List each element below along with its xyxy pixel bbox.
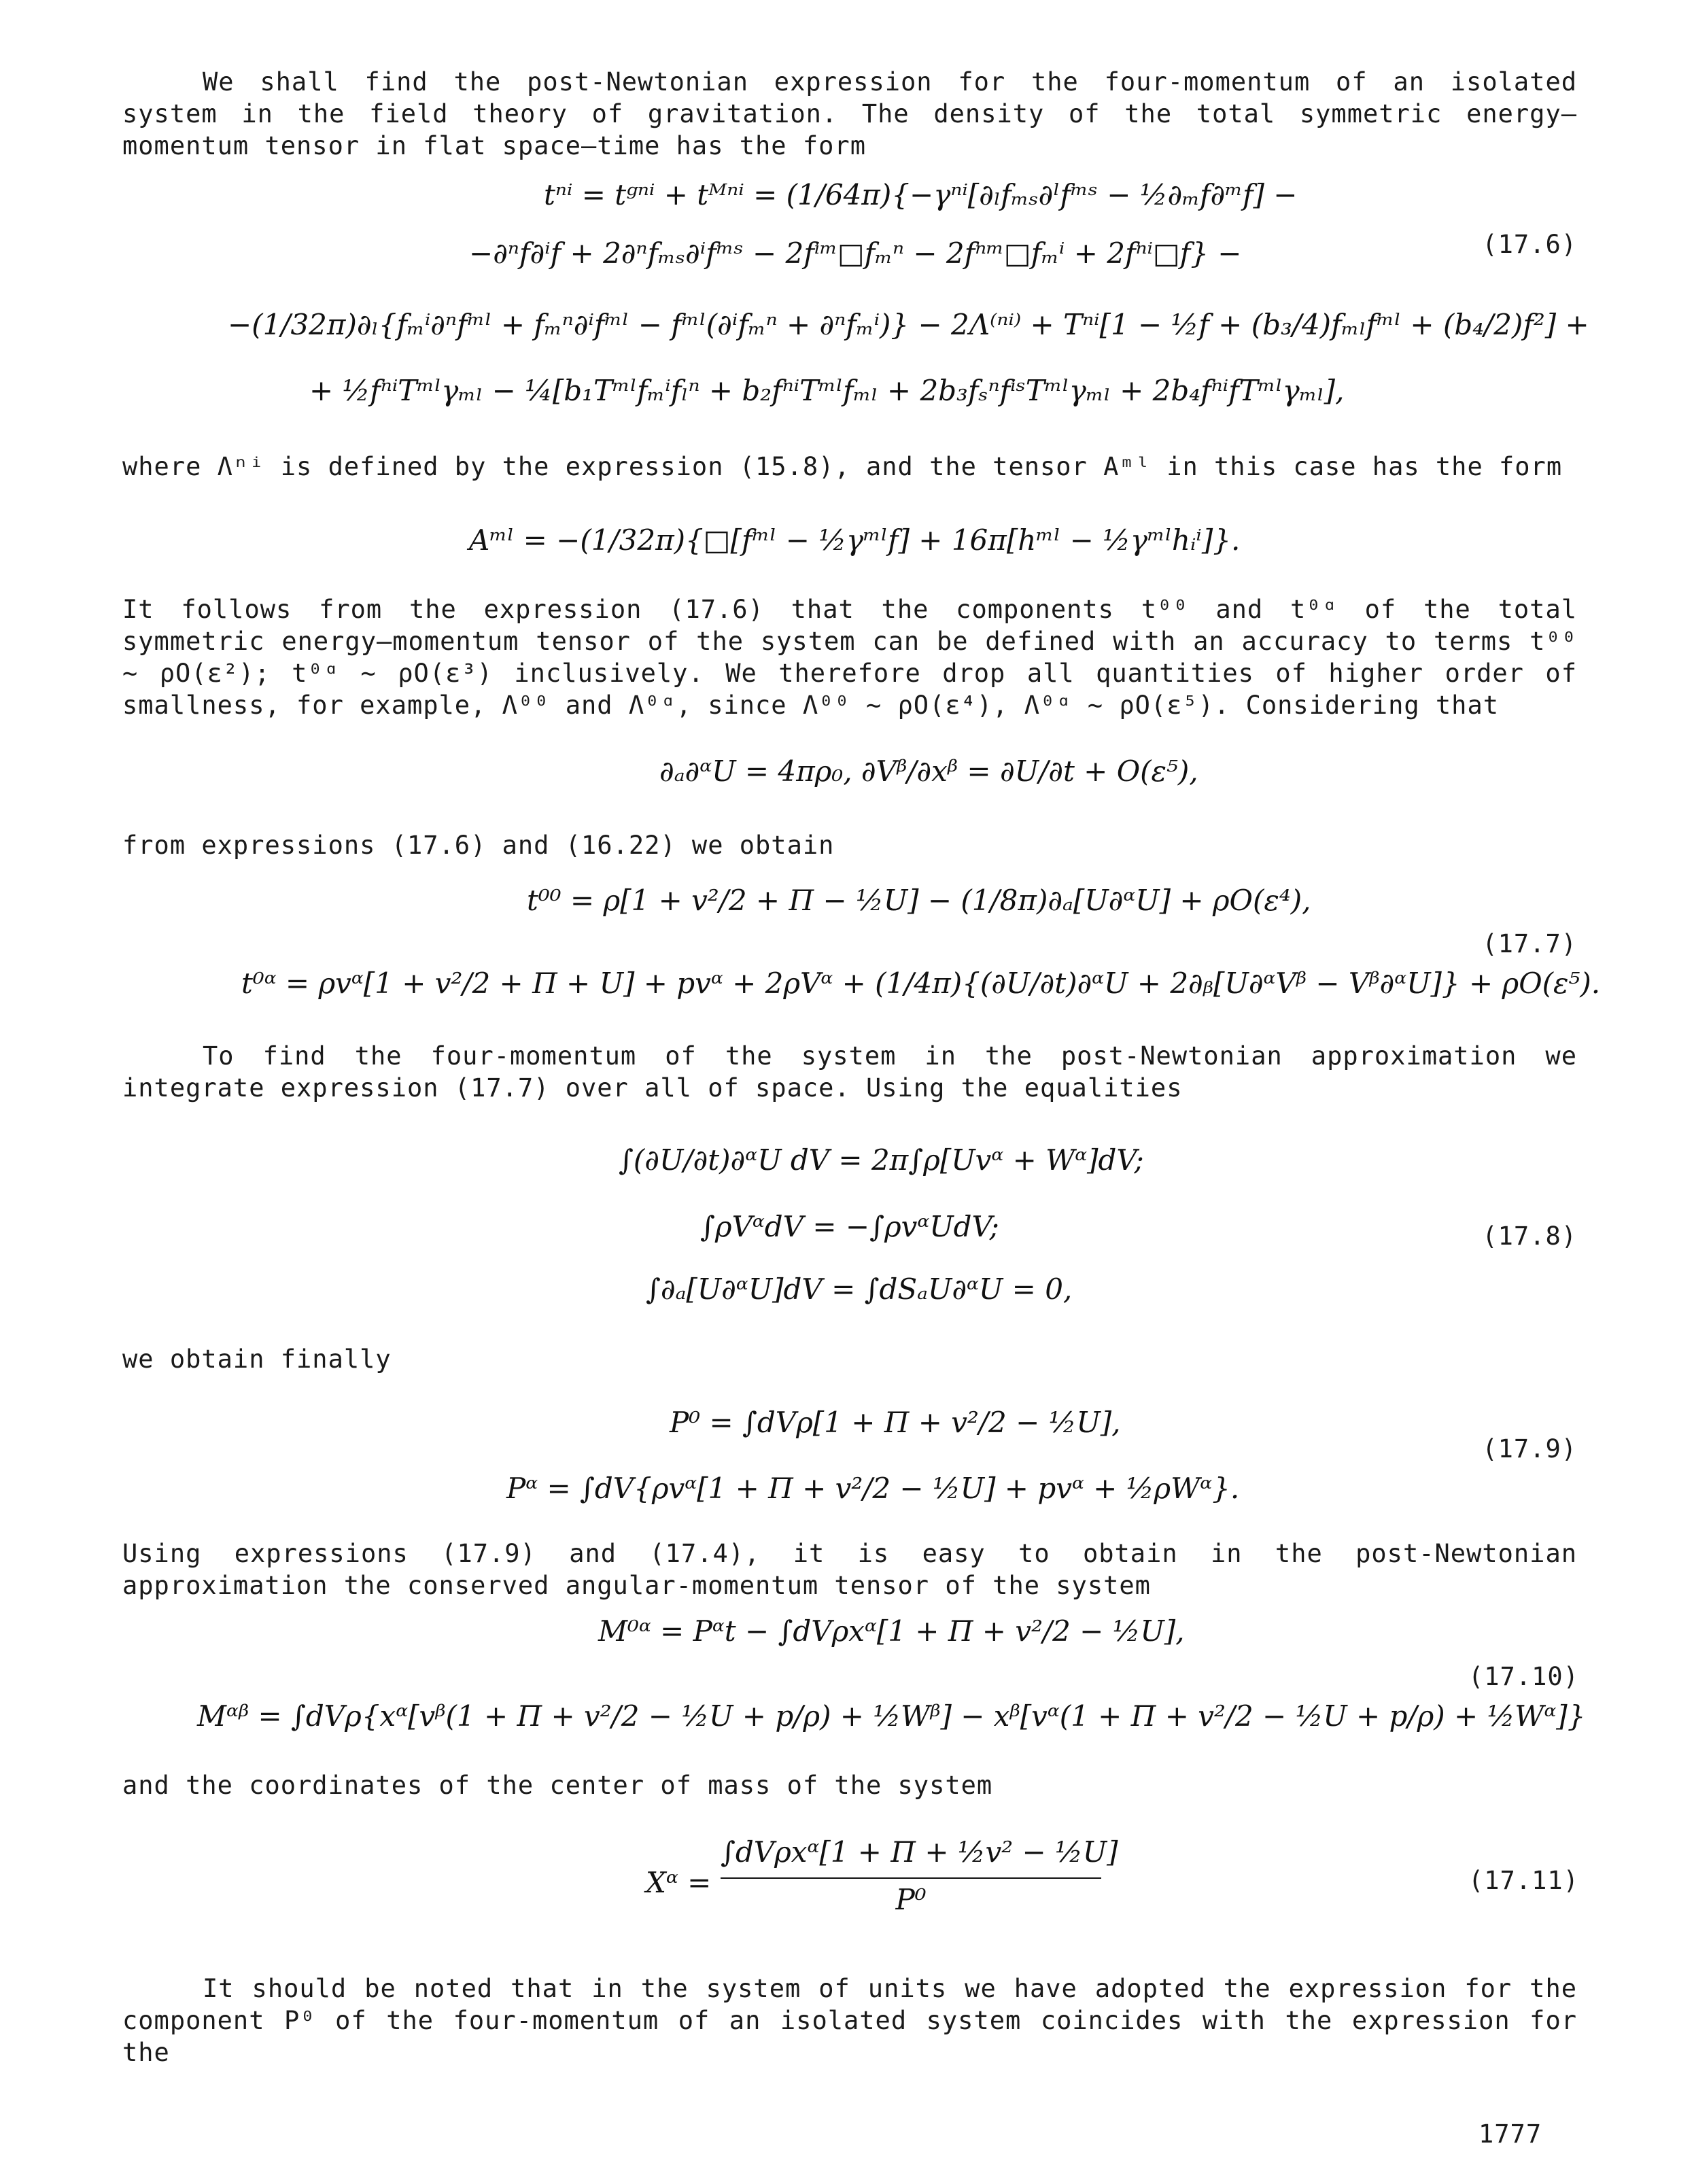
eq-17-10-line-1: M⁰ᵅ = Pᵅt − ∫dVρxᵅ[1 + Π + v²/2 − ½U], <box>598 1614 1185 1648</box>
eq-17-9-line-1: P⁰ = ∫dVρ[1 + Π + v²/2 − ½U], <box>670 1406 1121 1439</box>
eq-17-6-line-4: + ½fⁿⁱTᵐˡγₘₗ − ¼[b₁Tᵐˡfₘⁱfₗⁿ + b₂fⁿⁱTᵐˡfₘₗ + 2b₃fₛⁿfⁱˢTᵐˡγₘₗ + 2b₄fⁿⁱfTᵐˡγₘₗ], <box>309 374 1345 407</box>
eq-17-7-number: (17.7) <box>1482 929 1577 958</box>
eq-tensor-a: Aᵐˡ = −(1/32π){□[fᵐˡ − ½γᵐˡf] + 16π[hᵐˡ − ½γᵐˡhᵢⁱ]}. <box>469 523 1241 557</box>
paragraph-intro: We shall find the post-Newtonian expression for the four-momentum of an isolated system in the field theory of gravitation. The density of the total symmetric energy—momentum tensor in flat space—time has the form <box>122 67 1577 160</box>
eq-considering: ∂ₐ∂ᵅU = 4πρ₀, ∂Vᵝ/∂xᵝ = ∂U/∂t + O(ε⁵), <box>659 755 1198 788</box>
eq-17-11-lhs: Xᵅ = <box>646 1866 712 1899</box>
paragraph-finally: we obtain finally <box>122 1345 392 1374</box>
paragraph-angular-momentum: Using expressions (17.9) and (17.4), it is easy to obtain in the post-Newtonian approximation the conserved angular-momentum tensor of the system <box>122 1539 1577 1600</box>
eq-17-6-line-2: −∂ⁿf∂ⁱf + 2∂ⁿfₘₛ∂ⁱfᵐˢ − 2fⁱᵐ□fₘⁿ − 2fⁿᵐ□fₘⁱ + 2fⁿⁱ□f} − <box>469 237 1242 270</box>
paragraph-components: It follows from the expression (17.6) that the components t⁰⁰ and t⁰ᵅ of the total symmetric energy—momentum tensor of the system can be defined with an accuracy to terms t⁰⁰ ∼ ρO(ε²); t⁰ᵅ ∼ ρO(ε³) inclusively. We therefore drop all quantities of higher order of smallness, for example, Λ⁰⁰ and Λ⁰ᵅ, since Λ⁰⁰ ∼ ρO(ε⁴), Λ⁰ᵅ ∼ ρO(ε⁵). Considering that <box>122 595 1577 720</box>
paragraph-lambda-def: where Λⁿⁱ is defined by the expression (15.8), and the tensor Aᵐˡ in this case has the form <box>122 452 1563 481</box>
eq-17-10-line-2: Mᵅᵝ = ∫dVρ{xᵅ[vᵝ(1 + Π + v²/2 − ½U + p/ρ) + ½Wᵝ] − xᵝ[vᵅ(1 + Π + v²/2 − ½U + p/ρ) + ½Wᵅ]} <box>197 1699 1586 1733</box>
eq-17-11-denominator: P⁰ <box>895 1883 927 1916</box>
eq-17-7-line-1: t⁰⁰ = ρ[1 + v²/2 + Π − ½U] − (1/8π)∂ₐ[U∂ᵅU] + ρO(ε⁴), <box>527 884 1311 917</box>
eq-17-10-number: (17.10) <box>1468 1662 1579 1691</box>
eq-17-11-numerator: ∫dVρxᵅ[1 + Π + ½v² − ½U] <box>721 1835 1118 1869</box>
eq-17-9-number: (17.9) <box>1482 1434 1577 1463</box>
eq-17-8-line-1: ∫(∂U/∂t)∂ᵅU dV = 2π∫ρ[Uvᵅ + Wᵅ]dV; <box>619 1143 1144 1177</box>
eq-17-9-line-2: Pᵅ = ∫dV{ρvᵅ[1 + Π + v²/2 − ½U] + pvᵅ + ½ρWᵅ}. <box>506 1472 1240 1505</box>
eq-17-11-fraction-bar <box>721 1877 1101 1879</box>
paragraph-units-note: It should be noted that in the system of units we have adopted the expression for the component P⁰ of the four-momentum of an isolated system coincides with the expression for the <box>122 1974 1577 2067</box>
paragraph-obtain: from expressions (17.6) and (16.22) we obtain <box>122 831 835 860</box>
eq-17-6-line-1: tⁿⁱ = tᵍⁿⁱ + tᴹⁿⁱ = (1/64π){−γⁿⁱ[∂ₗfₘₛ∂ˡfᵐˢ − ½∂ₘf∂ᵐf] − <box>544 178 1298 211</box>
eq-17-6-number: (17.6) <box>1482 230 1577 259</box>
eq-17-11-number: (17.11) <box>1468 1866 1579 1895</box>
eq-17-8-number: (17.8) <box>1482 1221 1577 1251</box>
paragraph-integrate: To find the four-momentum of the system in the post-Newtonian approximation we integrate expression (17.7) over all of space. Using the equalities <box>122 1041 1577 1103</box>
eq-17-6-line-3: −(1/32π)∂ₗ{fₘⁱ∂ⁿfᵐˡ + fₘⁿ∂ⁱfᵐˡ − fᵐˡ(∂ⁱfₘⁿ + ∂ⁿfₘⁱ)} − 2Λ⁽ⁿⁱ⁾ + Tⁿⁱ[1 − ½f + (b₃/4)fₘₗfᵐˡ + (b₄/2)f²] + <box>228 308 1589 341</box>
eq-17-8-line-3: ∫∂ₐ[U∂ᵅU]dV = ∫dSₐU∂ᵅU = 0, <box>646 1272 1073 1306</box>
eq-17-8-line-2: ∫ρVᵅdV = −∫ρvᵅUdV; <box>700 1210 999 1243</box>
paragraph-center-of-mass: and the coordinates of the center of mass of the system <box>122 1771 993 1800</box>
eq-17-7-line-2: t⁰ᵅ = ρvᵅ[1 + v²/2 + Π + U] + pvᵅ + 2ρVᵅ + (1/4π){(∂U/∂t)∂ᵅU + 2∂ᵦ[U∂ᵅVᵝ − Vᵝ∂ᵅU]} + ρO(ε⁵). <box>241 967 1601 1000</box>
page-number: 1777 <box>1479 2119 1542 2149</box>
